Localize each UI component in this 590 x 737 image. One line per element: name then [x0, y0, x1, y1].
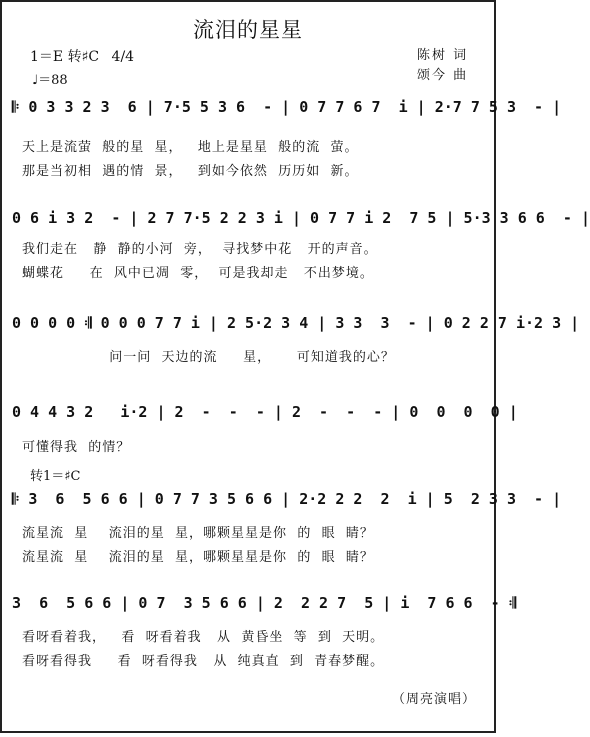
lyric-line: 蝴蝶花 在 风中已凋 零， 可是我却走 不出梦境。 [22, 266, 374, 281]
lyric-line: 看呀看着我， 看 呀看着我 从 黄昏坐 等 到 天明。 [22, 630, 385, 645]
lyric-line: 可懂得我 的情？ [22, 440, 131, 455]
key-change-marker: 转1＝♯C [30, 469, 81, 484]
notation-line: 0 0 0 0 𝄇 0 0 0 7 7 i | 2 5·2 3 4 | 3 3 3 - | 0 2 2 7 i·2 3 | [12, 314, 580, 332]
notation-line: 0 4 4 3 2 i·2 | 2 - - - | 2 - - - | 0 0 0 0 | [12, 403, 518, 421]
notation-line: 𝄆 0 3 3 2 3 6 | 7·5 5 3 6 - | 0 7 7 6 7 i | 2·7 7 5 3 - | [12, 98, 562, 116]
lyric-line: 天上是流萤 般的星 星， 地上是星星 般的流 萤。 [22, 140, 359, 155]
lyric-line: 看呀看得我 看 呀看得我 从 纯真直 到 青春梦醒。 [22, 654, 385, 669]
notation-line: 0 6 i 3 2 - | 2 7 7·5 2 2 3 i | 0 7 7 i 2 7 5 | 5·3 3 6 6 - | [12, 209, 590, 227]
lyric-line: 问一问 天边的流 星， 可知道我的心？ [22, 350, 395, 365]
tempo-mark: ♩＝88 [32, 73, 68, 88]
key-signature [30, 46, 134, 66]
lyric-line: 流星流 星 流泪的星 星，哪颗星星是你 的 眼 睛？ [22, 550, 374, 565]
notation-line: 3 6 5 6 6 | 0 7 3 5 6 6 | 2 2 2 7 5 | i 7 6 6 - 𝄇 [12, 594, 516, 612]
lyric-line: 那是当初相 遇的情 景， 到如今依然 历历如 新。 [22, 164, 359, 179]
lyric-line: 流星流 星 流泪的星 星，哪颗星星是你 的 眼 睛？ [22, 526, 374, 541]
lyric-line: 我们走在 静 静的小河 旁， 寻找梦中花 开的声音。 [22, 242, 378, 257]
song-title: 流泪的星星 [193, 18, 303, 42]
lyricist-credit: 陈树 词 [417, 48, 469, 63]
key-label: 1＝E 转♯C [30, 49, 100, 65]
notation-line: 𝄆 3 6 5 6 6 | 0 7 7 3 5 6 6 | 2·2 2 2 2 i | 5 2 3 3 - | [12, 490, 562, 508]
performer-credit: （周亮演唱） [391, 692, 476, 707]
composer-credit: 颂今 曲 [417, 68, 469, 83]
time-signature: 4/4 [111, 49, 135, 65]
